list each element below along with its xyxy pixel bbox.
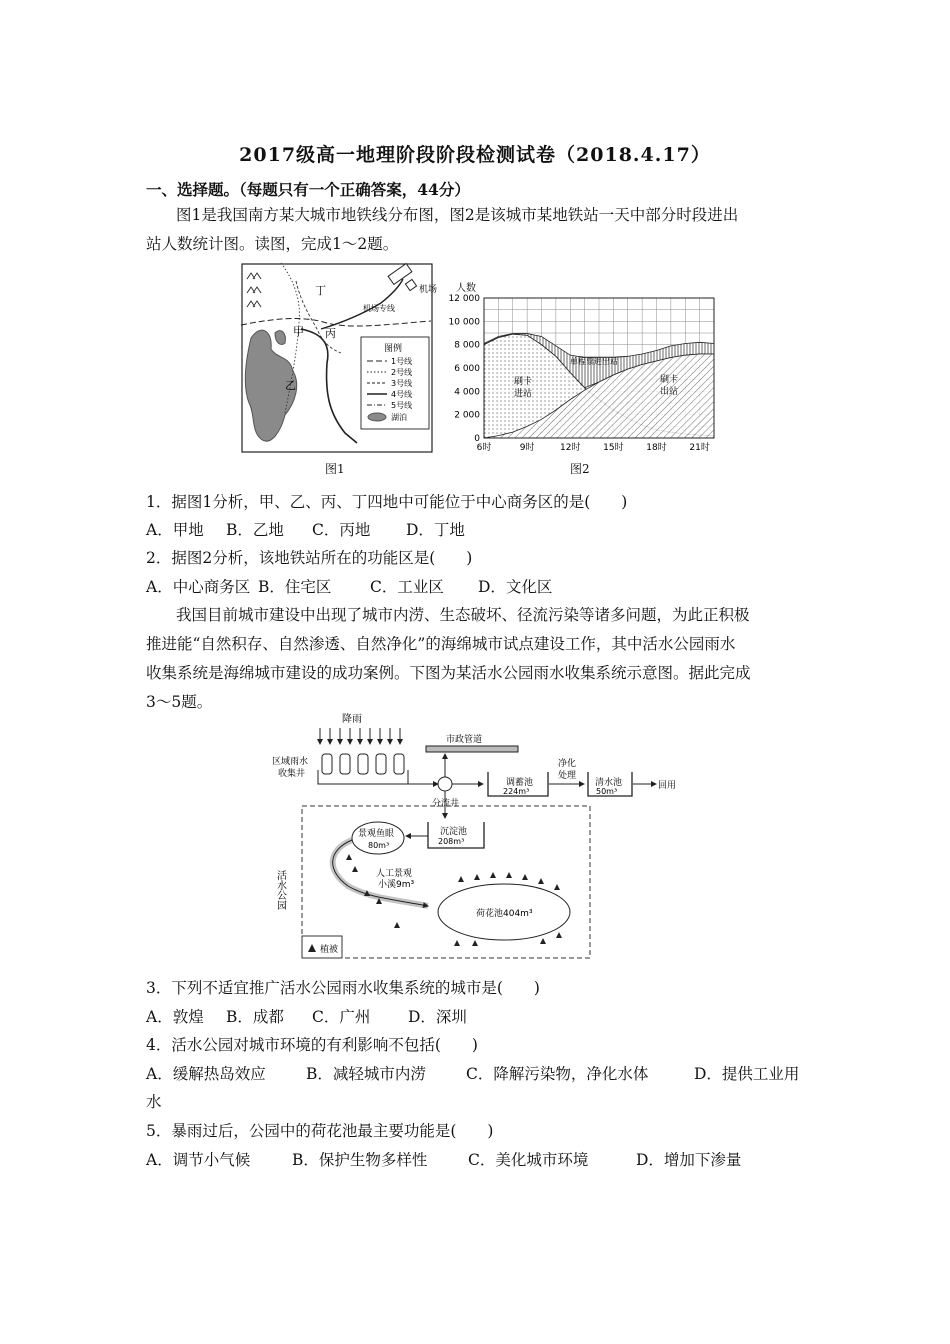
y-tick-label: 2 000 <box>454 410 480 421</box>
x-tick-label: 6时 <box>476 443 492 453</box>
q1-options <box>146 518 465 540</box>
x-tick-label: 12时 <box>560 443 581 453</box>
legend-line1: 1号线 <box>391 357 413 366</box>
label-stream-b: 小溪9m³ <box>378 880 415 890</box>
q2-option-d[interactable]: D．文化区 <box>478 578 553 596</box>
q3-options <box>146 1005 467 1027</box>
q3-option-a[interactable]: A．敦煌 <box>146 1008 204 1026</box>
y-tick-label: 4 000 <box>454 387 480 398</box>
figure3-rainwater-system <box>268 710 688 962</box>
x-tick-label: 18时 <box>646 443 667 453</box>
legend-line3: 3号线 <box>391 379 413 388</box>
y-tick-label: 0 <box>474 434 480 444</box>
section-heading: 一、选择题。（每题只有一个正确答案，44分） <box>146 180 470 199</box>
q4-options <box>146 1062 799 1084</box>
q5-stem: 5．暴雨过后，公园中的荷花池最主要功能是( ) <box>146 1122 494 1140</box>
label-out-a: 刷卡 <box>660 375 679 385</box>
label-reg-b: 224m³ <box>503 787 530 796</box>
legend-line5: 5号线 <box>391 401 413 410</box>
intro2-line1: 我国目前城市建设中出现了城市内涝、生态破坏、径流污染等诸多问题，为此正积极 <box>176 606 750 624</box>
x-tick-label: 9时 <box>519 443 535 453</box>
collection-wells <box>318 754 408 784</box>
q4-option-d[interactable]: D．提供工业用 <box>694 1065 800 1083</box>
q4-option-c[interactable]: C．降解污染物，净化水体 <box>466 1065 649 1083</box>
q5-option-b[interactable]: B．保护生物多样性 <box>292 1151 428 1169</box>
label-reuse: 回用 <box>658 781 677 791</box>
legend-lake: 湖泊 <box>391 413 407 422</box>
label-in-b: 进站 <box>514 389 533 399</box>
label-reg-a: 调蓄池 <box>506 778 534 788</box>
label-wells-b: 收集井 <box>278 769 306 779</box>
exam-title: 2017级高一地理阶段阶段检测试卷（2018.4.17） <box>239 144 711 166</box>
label-airport: 机场 <box>419 285 438 295</box>
q3-option-c[interactable]: C．广州 <box>312 1008 371 1026</box>
q3-stem: 3．下列不适宜推广活水公园雨水收集系统的城市是( ) <box>146 979 540 997</box>
label-lotus: 荷花池404m³ <box>476 909 533 919</box>
figure2-flow-chart <box>440 272 730 454</box>
q5-options <box>146 1148 741 1170</box>
label-settle-a: 沉淀池 <box>440 827 468 837</box>
q5-option-d[interactable]: D．增加下渗量 <box>636 1151 742 1169</box>
figure2-caption: 图2 <box>570 462 590 476</box>
q1-option-b[interactable]: B．乙地 <box>226 521 284 539</box>
label-clear-b: 50m³ <box>596 787 618 796</box>
q1-option-c[interactable]: C．丙地 <box>312 521 371 539</box>
q1-stem: 1．据图1分析，甲、乙、丙、丁四地中可能位于中心商务区的是( ) <box>146 493 628 511</box>
x-tick-label: 21时 <box>689 443 710 453</box>
legend-line4: 4号线 <box>391 390 413 399</box>
intro2-line3: 收集系统是海绵城市建设的成功案例。下图为某活水公园雨水收集系统示意图。据此完成 <box>146 664 751 682</box>
label-clear-a: 清水池 <box>595 778 623 788</box>
label-settle-b: 208m³ <box>438 837 465 846</box>
q4-stem: 4．活水公园对城市环境的有利影响不包括( ) <box>146 1036 478 1054</box>
q4-option-a[interactable]: A．缓解热岛效应 <box>146 1065 266 1083</box>
intro1-line1: 图1是我国南方某大城市地铁线分布图，图2是该城市某地铁站一天中部分时段进出 <box>176 206 739 224</box>
label-jia: 甲 <box>293 325 304 338</box>
label-airport-line: 机场专线 <box>363 304 395 313</box>
q2-option-b[interactable]: B．住宅区 <box>258 578 332 596</box>
q2-options <box>146 575 552 597</box>
q3-option-b[interactable]: B．成都 <box>226 1008 284 1026</box>
y-tick-label: 12 000 <box>448 294 480 304</box>
label-ding: 丁 <box>315 284 326 297</box>
label-splitter: 分流井 <box>432 799 460 809</box>
legend-line2: 2号线 <box>391 368 413 377</box>
intro2-line2: 推进能“自然积存、自然渗透、自然净化”的海绵城市试点建设工作，其中活水公园雨水 <box>146 635 736 653</box>
map-legend <box>361 337 429 429</box>
q1-option-a[interactable]: A．甲地 <box>146 521 204 539</box>
chart-y-title: 人数 <box>456 283 476 294</box>
rain-arrows-icon <box>320 728 400 744</box>
q2-option-c[interactable]: C．工业区 <box>370 578 444 596</box>
figure1-caption: 图1 <box>325 462 345 476</box>
label-fisheye-b: 80m³ <box>368 841 390 850</box>
label-wells-a: 区域雨水 <box>272 757 309 767</box>
label-in-a: 刷卡 <box>514 377 533 387</box>
q1-option-d[interactable]: D．丁地 <box>406 521 465 539</box>
label-single: 单程票进出站 <box>570 357 618 366</box>
label-purify-b: 处理 <box>558 771 577 781</box>
label-purify-a: 净化 <box>558 759 577 769</box>
figure1-subway-map <box>241 263 438 453</box>
splitter-well <box>438 777 452 791</box>
q2-option-a[interactable]: A．中心商务区 <box>146 578 251 596</box>
q3-option-d[interactable]: D．深圳 <box>408 1008 467 1026</box>
label-yi: 乙 <box>285 379 296 392</box>
intro1-line2: 站人数统计图。读图，完成1～2题。 <box>146 235 399 253</box>
label-stream-a: 人工景观 <box>376 869 413 879</box>
intro2-line4: 3～5题。 <box>146 693 213 711</box>
legend-title: 图例 <box>384 344 403 354</box>
label-rain: 降雨 <box>342 714 362 725</box>
x-tick-label: 15时 <box>603 443 624 453</box>
label-fisheye-a: 景观鱼眼 <box>358 829 395 839</box>
q4-option-b[interactable]: B．减轻城市内涝 <box>306 1065 426 1083</box>
municipal-pipe <box>426 746 518 752</box>
label-bing: 丙 <box>325 327 336 340</box>
y-tick-label: 10 000 <box>448 317 480 328</box>
label-veg: 植被 <box>320 945 339 955</box>
q4-option-d-wrap: 水 <box>146 1093 162 1111</box>
q2-stem: 2．据图2分析，该地铁站所在的功能区是( ) <box>146 549 473 567</box>
label-park: 活水公园 <box>274 870 286 910</box>
y-tick-label: 6 000 <box>454 364 480 374</box>
q5-option-a[interactable]: A．调节小气候 <box>146 1151 251 1169</box>
y-tick-label: 8 000 <box>454 340 480 351</box>
q5-option-c[interactable]: C．美化城市环境 <box>468 1151 589 1169</box>
label-out-b: 出站 <box>660 387 679 397</box>
label-municipal: 市政管道 <box>446 735 483 745</box>
